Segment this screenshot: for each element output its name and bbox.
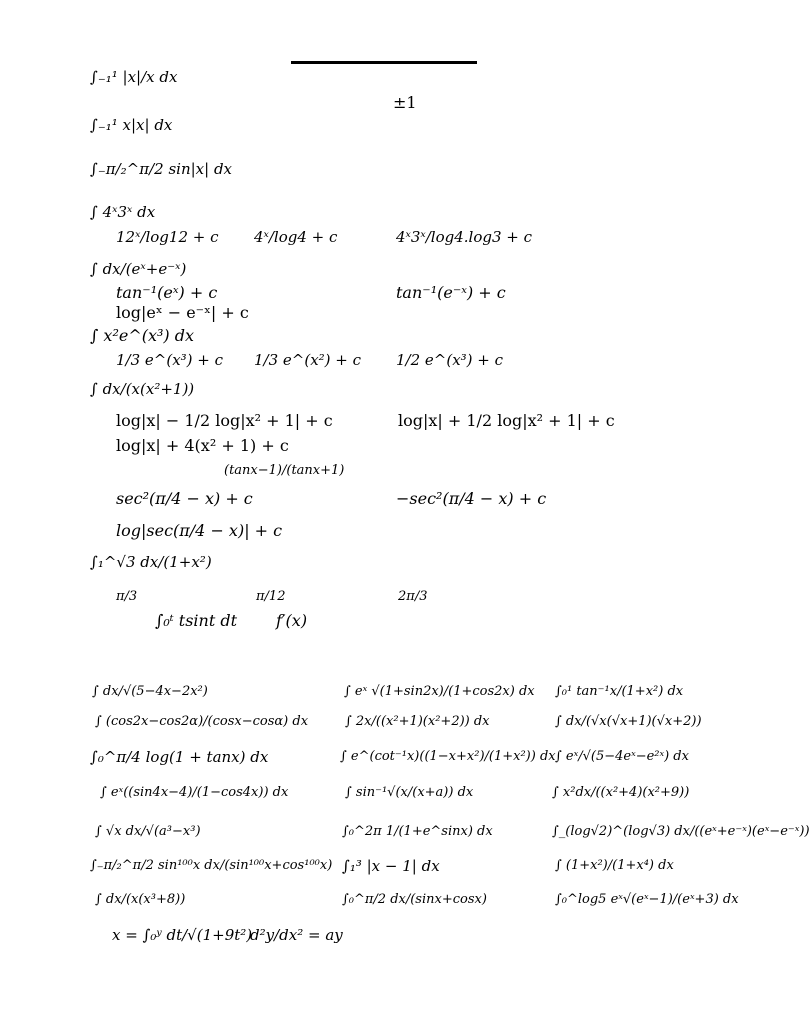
- ex-c1-r4: ∫ eˣ((sin4x−4)/(1−cos4x)) dx: [100, 785, 289, 800]
- q7-option-b: log|x| + 1/2 log|x² + 1| + c: [398, 411, 615, 430]
- q4-question: ∫ 4ˣ3ˣ dx: [90, 203, 156, 221]
- q7-question: ∫ dx/(x(x²+1)): [90, 380, 195, 398]
- q6-question: ∫ x²e^(x³) dx: [90, 326, 195, 345]
- q5-option-a: tan⁻¹(eˣ) + c: [116, 283, 218, 302]
- ex-c2-r2: ∫ 2x/((x²+1)(x²+2)) dx: [345, 714, 490, 729]
- ex-c2-r5: ∫₀^2π 1/(1+e^sinx) dx: [342, 824, 493, 839]
- q8-question: (tanx−1)/(tanx+1): [224, 463, 345, 478]
- q10-answer: f′(x): [276, 611, 308, 630]
- ex-c1-r7: ∫ dx/(x(x³+8)): [95, 892, 186, 907]
- ex-c3-r5: ∫_(log√2)^(log√3) dx/((eˣ+e⁻ˣ)(eˣ−e⁻ˣ)): [552, 824, 810, 839]
- ex-c3-r3: ∫ eˣ/√(5−4eˣ−e²ˣ) dx: [555, 749, 689, 764]
- q6-option-a: 1/3 e^(x³) + c: [116, 351, 224, 369]
- q9-option-c: 2π/3: [398, 589, 428, 604]
- ex-last-derivative: d²y/dx² = ay: [250, 926, 343, 944]
- q8-option-a: sec²(π/4 − x) + c: [116, 489, 253, 508]
- ex-c2-r3: ∫ e^(cot⁻¹x)((1−x+x²)/(1+x²)) dx: [340, 749, 556, 764]
- q8-option-c: log|sec(π/4 − x)| + c: [116, 521, 283, 540]
- q7-option-c: log|x| + 4(x² + 1) + c: [116, 436, 289, 455]
- q9-option-a: π/3: [116, 589, 138, 604]
- q8-option-b: −sec²(π/4 − x) + c: [396, 489, 547, 508]
- q4-option-b: 4ˣ/log4 + c: [254, 228, 338, 246]
- q3-question: ∫₋π/₂^π/2 sin|x| dx: [90, 160, 233, 178]
- q9-question: ∫₁^√3 dx/(1+x²): [90, 553, 212, 571]
- ex-c3-r6: ∫ (1+x²)/(1+x⁴) dx: [555, 858, 674, 873]
- ex-c3-r7: ∫₀^log5 eˣ√(eˣ−1)/(eˣ+3) dx: [555, 892, 739, 907]
- q4-option-a: 12ˣ/log12 + c: [116, 228, 219, 246]
- ex-c2-r4: ∫ sin⁻¹√(x/(x+a)) dx: [345, 785, 474, 800]
- ex-c3-r2: ∫ dx/(√x(√x+1)(√x+2)): [555, 714, 702, 729]
- q10-question: ∫₀ᵗ tsint dt: [155, 611, 238, 630]
- ex-c1-r1: ∫ dx/√(5−4x−2x²): [92, 684, 208, 699]
- q6-option-c: 1/2 e^(x³) + c: [396, 351, 504, 369]
- ex-c2-r1: ∫ eˣ √(1+sin2x)/(1+cos2x) dx: [344, 684, 535, 699]
- q9-option-b: π/12: [256, 589, 286, 604]
- q7-option-a: log|x| − 1/2 log|x² + 1| + c: [116, 411, 333, 430]
- q5-option-b: tan⁻¹(e⁻ˣ) + c: [396, 283, 506, 302]
- ex-c1-r3: ∫₀^π/4 log(1 + tanx) dx: [90, 748, 269, 766]
- q2-question: ∫₋₁¹ x|x| dx: [90, 116, 173, 134]
- q4-option-c: 4ˣ3ˣ/log4.log3 + c: [396, 228, 533, 246]
- ex-last-equation: x = ∫₀ʸ dt/√(1+9t²): [112, 926, 253, 944]
- ex-c3-r4: ∫ x²dx/((x²+4)(x²+9)): [552, 785, 690, 800]
- ex-c1-r6: ∫₋π/₂^π/2 sin¹⁰⁰x dx/(sin¹⁰⁰x+cos¹⁰⁰x): [90, 858, 333, 873]
- ex-c1-r2: ∫ (cos2x−cos2α)/(cosx−cosα) dx: [95, 714, 309, 729]
- q1-option: ±1: [393, 93, 417, 112]
- ex-c1-r5: ∫ √x dx/√(a³−x³): [95, 824, 201, 839]
- q5-question: ∫ dx/(eˣ+e⁻ˣ): [90, 260, 187, 278]
- header-rule: [291, 61, 477, 64]
- ex-c2-r6: ∫₁³ |x − 1| dx: [342, 857, 440, 875]
- q5-option-c: log|eˣ − e⁻ˣ| + c: [116, 303, 249, 322]
- q1-question: ∫₋₁¹ |x|/x dx: [90, 68, 178, 86]
- q6-option-b: 1/3 e^(x²) + c: [254, 351, 362, 369]
- ex-c3-r1: ∫₀¹ tan⁻¹x/(1+x²) dx: [555, 684, 684, 699]
- ex-c2-r7: ∫₀^π/2 dx/(sinx+cosx): [342, 892, 487, 907]
